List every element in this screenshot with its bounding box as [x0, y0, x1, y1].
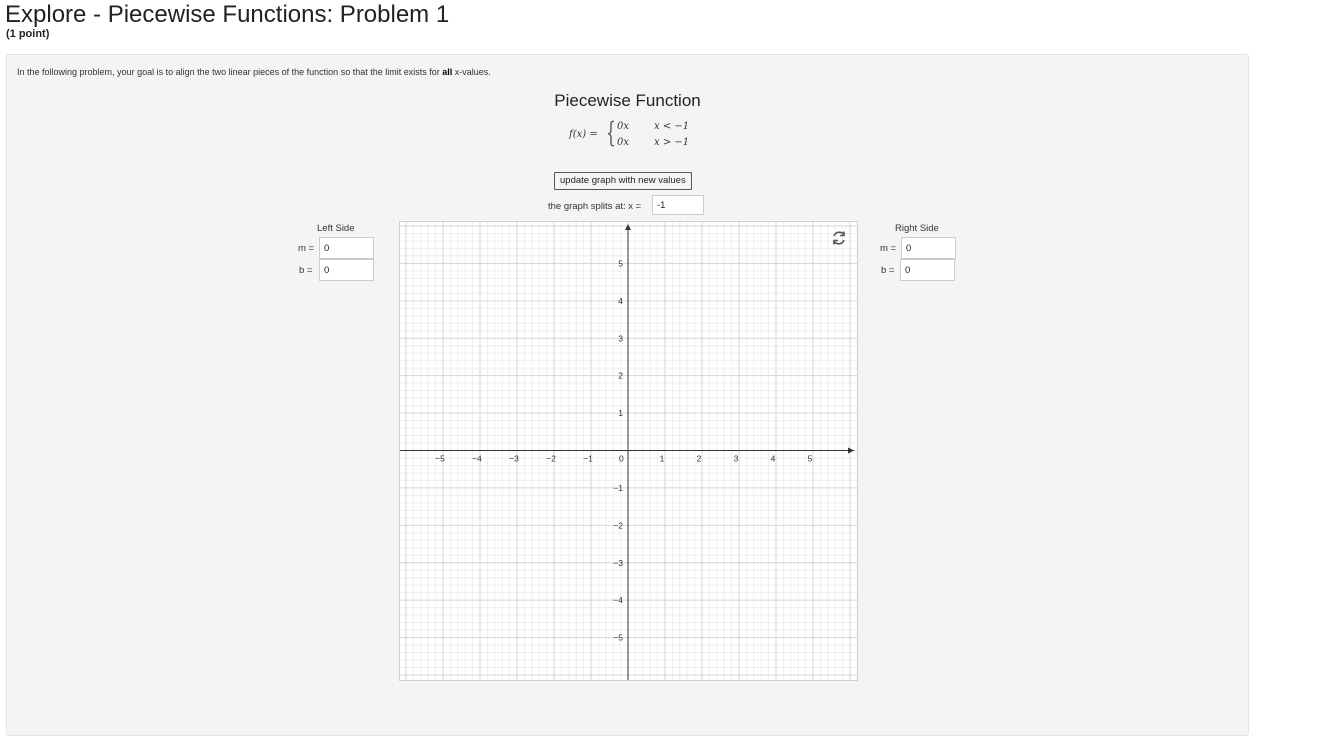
right-b-input[interactable] [900, 259, 955, 281]
y-tick-label: −3 [613, 557, 623, 568]
y-tick-label: 5 [618, 258, 623, 269]
page-title: Explore - Piecewise Functions: Problem 1 [5, 1, 450, 28]
right-m-label: m = [880, 243, 897, 254]
y-tick-label: −5 [613, 632, 623, 643]
y-tick-label: −2 [613, 520, 623, 531]
y-axis-arrow [625, 224, 631, 230]
x-tick-label: 2 [696, 453, 702, 464]
split-x-input[interactable] [652, 195, 704, 215]
y-tick-label: 1 [618, 408, 623, 419]
update-graph-button[interactable]: update graph with new values [554, 172, 692, 190]
x-tick-label: −5 [435, 453, 445, 464]
y-tick-label: 2 [618, 370, 623, 381]
right-m-input[interactable] [901, 237, 956, 259]
points-label: (1 point) [6, 28, 50, 40]
x-tick-label: −4 [472, 453, 482, 464]
refresh-icon[interactable] [830, 229, 848, 247]
left-b-input[interactable] [319, 259, 374, 281]
x-tick-label: 5 [807, 453, 813, 464]
y-tick-label: 3 [618, 333, 623, 344]
x-tick-label: −3 [509, 453, 519, 464]
coordinate-graph[interactable] [399, 221, 858, 681]
y-tick-label: −4 [613, 595, 623, 606]
x-tick-label: 4 [770, 453, 776, 464]
graph-canvas[interactable] [400, 222, 857, 680]
x-tick-label: 1 [659, 453, 665, 464]
split-label: the graph splits at: x = [548, 201, 642, 212]
problem-instructions [17, 67, 491, 77]
formula-row2-condition: x > −1 [654, 137, 690, 148]
problem-panel [6, 54, 1249, 736]
right-side-title: Right Side [895, 223, 939, 234]
left-side-title: Left Side [317, 223, 355, 234]
intro-text-end: x-values. [452, 67, 491, 77]
x-tick-label: 0 [619, 453, 624, 464]
formula-brace: { [606, 116, 616, 149]
x-tick-label: −1 [583, 453, 593, 464]
y-tick-label: 4 [618, 295, 623, 306]
x-tick-label: −2 [546, 453, 556, 464]
right-b-label: b = [881, 265, 895, 276]
left-m-input[interactable] [319, 237, 374, 259]
piecewise-formula [568, 116, 698, 151]
left-b-label: b = [299, 265, 313, 276]
left-m-label: m = [298, 243, 315, 254]
x-tick-label: 3 [733, 453, 739, 464]
formula-row1-condition: x < −1 [654, 121, 690, 132]
formula-row1-expression: 0x [617, 121, 630, 132]
x-axis-arrow [848, 448, 854, 454]
piecewise-function-title: Piecewise Function [554, 91, 701, 110]
formula-lhs: f(x) = [569, 129, 598, 140]
y-tick-label: −1 [613, 482, 623, 493]
intro-text-start: In the following problem, your goal is to align the two linear pieces of the function so that the limit exists for [17, 67, 443, 77]
formula-row2-expression: 0x [617, 137, 630, 148]
intro-bold-word: all [442, 67, 453, 77]
